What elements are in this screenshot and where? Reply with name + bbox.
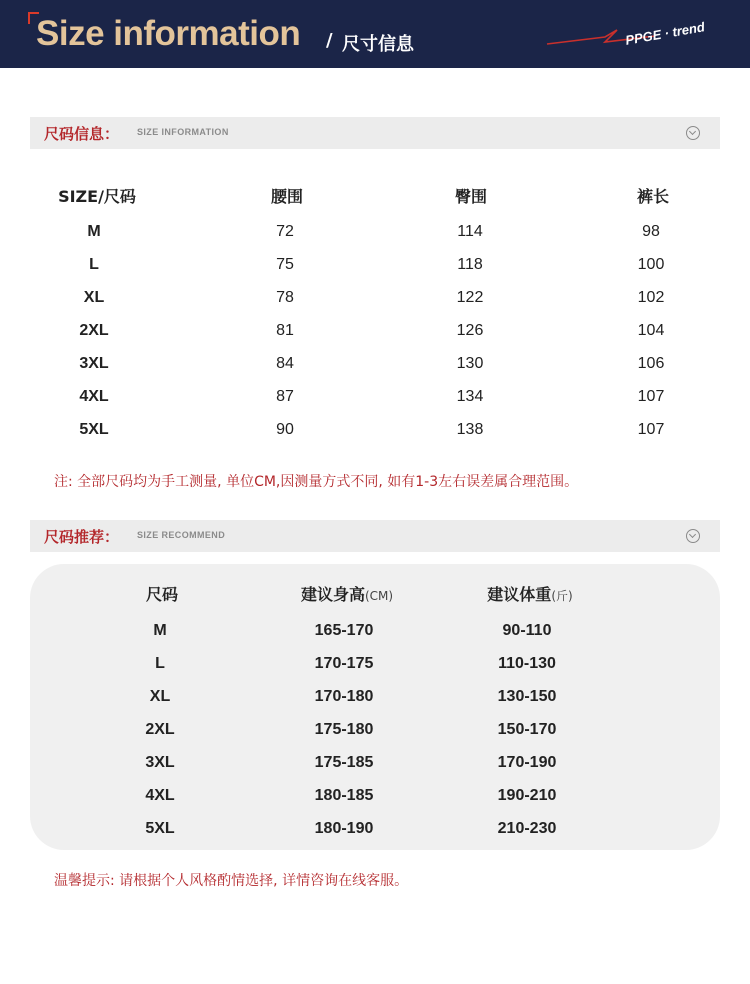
table-cell: 87 xyxy=(276,388,294,405)
table-cell-size: XL xyxy=(149,688,171,705)
table-cell: 180-185 xyxy=(314,787,374,804)
table-cell: 170-190 xyxy=(497,754,557,771)
column-header: 腰围 xyxy=(270,187,303,206)
chevron-down-icon[interactable] xyxy=(686,529,700,543)
table-cell: 134 xyxy=(456,388,484,405)
table-cell: 150-170 xyxy=(497,721,557,738)
table-cell: 107 xyxy=(637,421,665,438)
size-recommend-panel xyxy=(30,564,720,850)
title-separator: / xyxy=(326,30,333,51)
table-cell: 90-110 xyxy=(502,622,552,639)
table-cell: 118 xyxy=(457,256,483,273)
size-info-label-en: SIZE INFORMATION xyxy=(137,127,229,137)
table-cell: 114 xyxy=(457,223,483,240)
table-cell: 175-185 xyxy=(314,754,374,771)
size-info-bar xyxy=(30,117,720,149)
size-recommend-label-en: SIZE RECOMMEND xyxy=(137,530,226,540)
table-cell-size: XL xyxy=(83,289,105,306)
table-cell: 100 xyxy=(637,256,665,273)
table-cell-size: 3XL xyxy=(145,754,175,771)
table-cell: 75 xyxy=(276,256,294,273)
column-header: 裤长 xyxy=(636,187,669,206)
table-cell: 122 xyxy=(456,289,484,306)
table-cell: 126 xyxy=(456,322,484,339)
column-header-unit: (斤) xyxy=(551,589,573,603)
column-header-label: 建议体重 xyxy=(487,585,552,604)
table-cell: 180-190 xyxy=(314,820,374,837)
table-cell-size: M xyxy=(153,622,167,639)
table-cell: 72 xyxy=(276,223,294,240)
table-cell: 81 xyxy=(276,322,294,339)
table-cell: 84 xyxy=(276,355,294,372)
table-cell: 130-150 xyxy=(497,688,557,705)
brand-text: PPGE · trend xyxy=(624,19,706,48)
table-cell: 107 xyxy=(637,388,665,405)
table-cell-size: 4XL xyxy=(79,388,109,405)
page-title-en: Size information xyxy=(36,14,301,53)
table-cell-size: 5XL xyxy=(79,421,109,438)
table-cell-size: 5XL xyxy=(145,820,175,837)
table-cell-size: 2XL xyxy=(145,721,175,738)
size-recommend-label: 尺码推荐： xyxy=(44,528,120,546)
column-header xyxy=(445,582,615,605)
table-cell: 106 xyxy=(637,355,665,372)
column-header xyxy=(262,582,432,605)
table-cell-size: L xyxy=(89,256,99,273)
brand-logo xyxy=(545,14,730,50)
recommend-tip: 温馨提示: 请根据个人风格酌情选择, 详情咨询在线客服。 xyxy=(54,873,409,889)
table-cell: 102 xyxy=(637,289,665,306)
table-cell-size: M xyxy=(87,223,101,240)
size-info-label: 尺码信息： xyxy=(44,125,120,143)
column-header: SIZE/尺码 xyxy=(58,187,136,206)
table-cell-size: 3XL xyxy=(79,355,109,372)
table-cell: 170-175 xyxy=(314,655,374,672)
table-cell: 165-170 xyxy=(314,622,374,639)
table-cell: 98 xyxy=(642,223,660,240)
table-cell-size: 4XL xyxy=(145,787,175,804)
table-cell: 138 xyxy=(456,421,484,438)
column-header: 臀围 xyxy=(454,187,487,206)
page-header xyxy=(0,0,750,68)
table-cell: 110-130 xyxy=(498,655,556,672)
table-cell: 175-180 xyxy=(314,721,374,738)
column-header-unit: (CM) xyxy=(364,589,394,603)
table-cell: 78 xyxy=(276,289,294,306)
column-header-label: 建议身高 xyxy=(300,585,365,604)
column-header: 尺码 xyxy=(145,585,178,604)
table-cell: 104 xyxy=(637,322,665,339)
table-cell: 210-230 xyxy=(497,820,557,837)
measurement-note: 注: 全部尺码均为手工测量, 单位CM,因测量方式不同, 如有1-3左右误差属合理范围。 xyxy=(54,474,579,490)
size-recommend-bar xyxy=(30,520,720,552)
page-title-cn: 尺寸信息 xyxy=(342,34,414,55)
table-cell: 90 xyxy=(276,421,294,438)
chevron-down-icon[interactable] xyxy=(686,126,700,140)
table-cell-size: 2XL xyxy=(79,322,109,339)
table-cell-size: L xyxy=(155,655,165,672)
table-cell: 190-210 xyxy=(497,787,557,804)
table-cell: 170-180 xyxy=(314,688,374,705)
table-cell: 130 xyxy=(456,355,484,372)
